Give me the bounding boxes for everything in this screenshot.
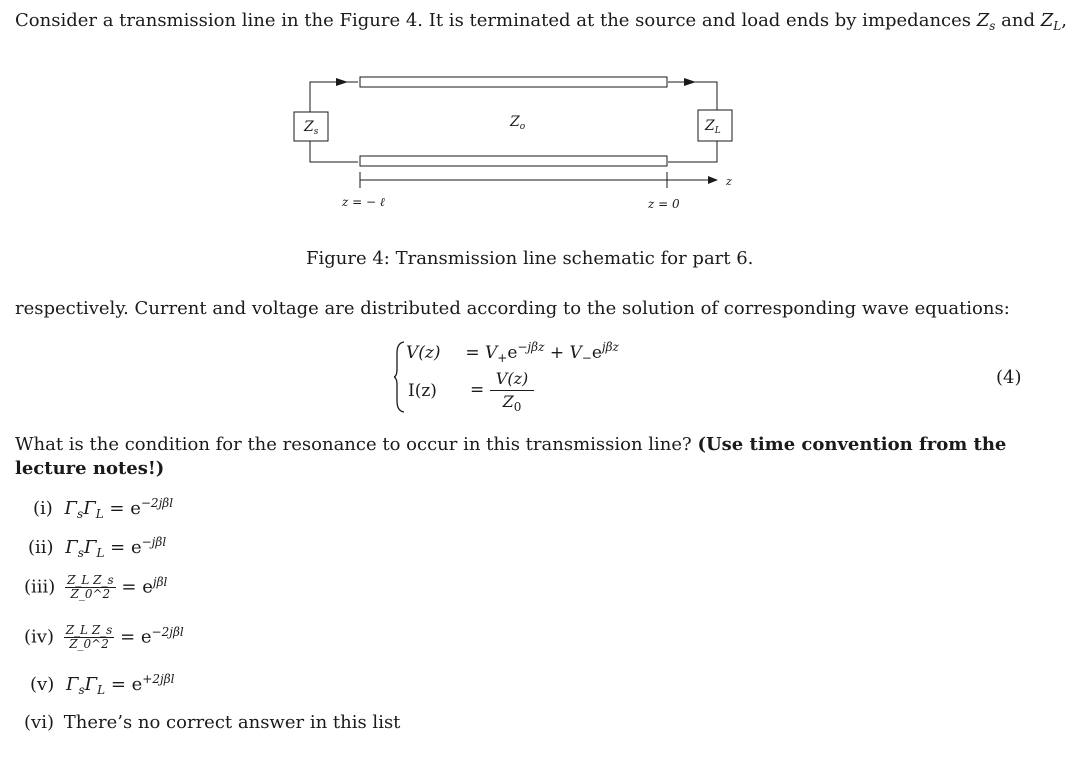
option-iv-denominator: Z_0^2 <box>69 637 109 651</box>
zs-symbol: $Z_s$ <box>976 10 996 33</box>
equation-i-lhs: I(z) <box>408 381 437 401</box>
equation-brace <box>394 341 404 413</box>
zs-label: $Z_s$ <box>304 119 319 137</box>
question-bold-a: (Use time convention from the <box>697 434 1007 455</box>
equation-i-fraction <box>490 368 534 414</box>
arrow-right-icon <box>684 78 696 86</box>
z-axis-arrow-icon <box>708 176 718 184</box>
intro-paragraph: Consider a transmission line in the Figure 4. It is terminated at the source and load ends by impedances $Z_s$ and $Z_L$, <box>15 10 1067 33</box>
intro-and: and <box>1001 10 1036 31</box>
top-conductor <box>360 77 667 87</box>
z-axis-label: z <box>726 175 732 188</box>
transmission-line-figure <box>280 70 760 220</box>
zo-label: $Z_o$ <box>510 114 526 132</box>
arrow-left-icon <box>336 78 348 86</box>
equation-v-row <box>406 340 619 365</box>
question-text: What is the condition for the resonance to occur in this transmission line? <box>15 434 692 455</box>
question-bold-b: lecture notes!) <box>15 458 165 479</box>
option-iii-denominator: Z_0^2 <box>70 587 111 601</box>
zl-label: $Z_L$ <box>705 118 721 136</box>
equation-i-eq: = <box>470 380 485 400</box>
i-numerator: V(z) <box>490 368 534 391</box>
bottom-conductor <box>360 156 667 166</box>
option-vi[interactable]: (vi) There’s no correct answer in this list <box>24 712 401 733</box>
option-i[interactable]: (i) $\Gamma_s\Gamma_L = e^{-2j\beta l}$ <box>33 496 174 521</box>
equation-number: (4) <box>996 367 1022 388</box>
v-rhs: = $V_+e^{-j\beta z} + V_-e^{j\beta z}$ <box>465 340 619 365</box>
left-brace-icon <box>394 341 406 413</box>
option-v[interactable]: (v) $\Gamma_s\Gamma_L = e^{+2j\beta l}$ <box>30 672 175 697</box>
option-iv-numerator: Z_L Z_s <box>65 623 113 637</box>
v-lhs: V(z) <box>406 343 441 363</box>
z-zero-label: z = 0 <box>648 197 680 211</box>
intro-lead: Consider a transmission line in the Figure 4. It is terminated at the source and load ends by impedances <box>15 10 972 31</box>
i-denominator: $Z_0$ <box>502 392 522 414</box>
zl-symbol: $Z_L$ <box>1040 10 1062 33</box>
option-iv[interactable]: (iv) $\frac{\text{Z\_L Z\_s}}{Z\_0\^{}2}$ = $e^{-2j\beta l}$ <box>24 623 184 651</box>
option-iii[interactable]: (iii) $\frac{\text{Z\_L Z\_s}}{Z\_0\^{}2}$ = $e^{j\beta l}$ <box>24 573 168 601</box>
question-line-1 <box>15 433 1006 457</box>
z-minus-l-label: z = − ℓ <box>342 195 385 209</box>
wave-equation-paragraph: respectively. Current and voltage are distributed according to the solution of corresponding wave equations: <box>15 298 1010 319</box>
option-ii[interactable]: (ii) $\Gamma_s\Gamma_L = e^{-j\beta l}$ <box>28 535 167 560</box>
figure-caption: Figure 4: Transmission line schematic for part 6. <box>306 248 754 269</box>
option-iii-numerator: Z_L Z_s <box>67 573 114 587</box>
